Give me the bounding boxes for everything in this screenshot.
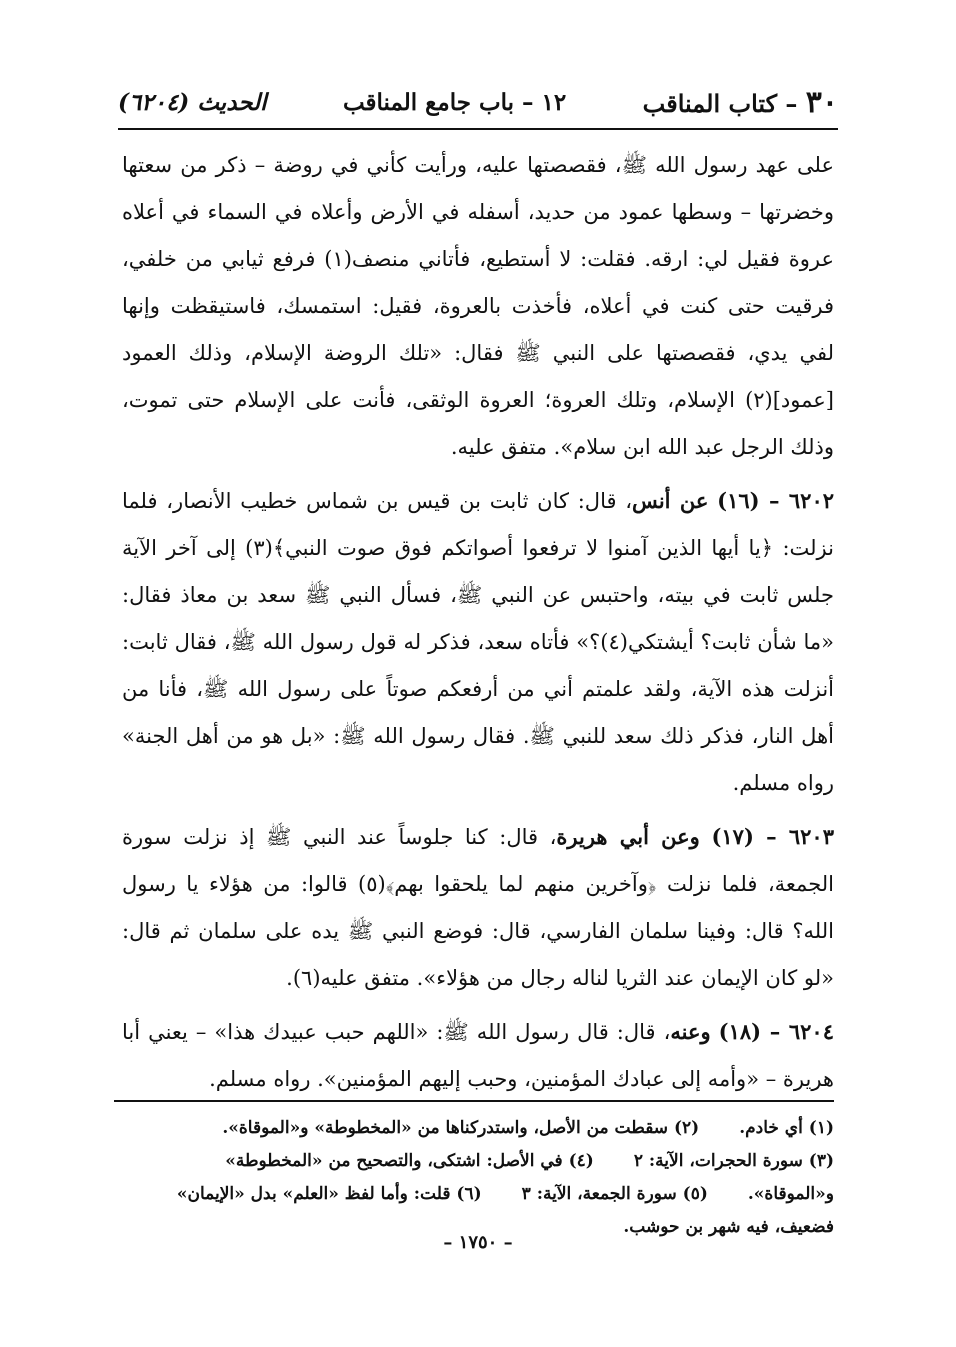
footnote-row: [122, 1178, 834, 1211]
footnote-row: [122, 1145, 834, 1178]
footnote-divider: [114, 1100, 834, 1102]
footnote: (٤) في الأصل: اشتكى، والتصحيح من «المخطوطة»: [225, 1151, 594, 1171]
footnote: فضعيف، فيه شهر بن حوشب.: [623, 1217, 834, 1237]
paragraph-continuation: [122, 142, 834, 471]
header-divider: [118, 128, 838, 130]
chapter-number: ٣٠: [805, 84, 838, 120]
chapter-title: – كتاب المناقب: [642, 88, 798, 118]
footnote: (٥) سورة الجمعة، الآية: ٣: [521, 1184, 708, 1204]
running-header: [118, 80, 838, 124]
footnote: (٣) سورة الحجرات، الآية: ٢: [633, 1151, 834, 1171]
hadith-range: الحديث (٦٢٠٤): [118, 88, 267, 116]
section-title: ١٢ – باب جامع المناقب: [342, 88, 567, 116]
paragraph-text: ، قال: كان ثابت بن قيس بن شماس خطيب الأنصار، فلما نزلت: ﴿يا أيها الذين آمنوا لا ترفعوا أصواتكم فوق صوت النبي﴾(٣) إلى آخر الآية جلس ثابت في بيته، واحتبس عن النبي ﷺ، فسأل النبي ﷺ سعد بن معاذ فقال: «ما شأن ثابت؟ أيشتكي(٤)؟» فأتاه سعد، فذكر له قول رسول الله ﷺ، فقال ثابت: أنزلت هذه الآية، ولقد علمتم أني من أرفعكم صوتاً على رسول الله ﷺ، فأنا من أهل النار، فذكر ذلك سعد للنبي ﷺ. فقال رسول الله ﷺ: «بل هو من أهل الجنة» رواه مسلم.: [122, 489, 834, 795]
footnotes: [122, 1112, 834, 1244]
header-chapter: [643, 85, 838, 120]
hadith-narrator: وعن أبي هريرة: [556, 824, 700, 849]
hadith-narrator: وعنه: [670, 1019, 711, 1044]
page-number: – ١٧٥٠ –: [443, 1232, 513, 1253]
footnote: (١) أي خادم.: [739, 1118, 834, 1138]
hadith-number: ٦٢٠٢ – (١٦): [717, 488, 835, 513]
footnote: (٢) سقطت من الأصل، واستدركناها من «المخطوطة» و«الموقاة».: [222, 1118, 700, 1138]
paragraph-text: ، قال: قال رسول الله ﷺ: «اللهم حبب عبيدك هذا» – يعني أبا هريرة – «وأمه إلى عبادك المؤمنين، وحبب إليهم المؤمنين». رواه مسلم.: [122, 1020, 834, 1091]
paragraph-text: ، قال: كنا جلوساً عند النبي ﷺ إذ نزلت سورة الجمعة، فلما نزلت ﴿وآخرين منهم لما يلحقوا بهم﴾(٥) قالوا: من هؤلاء يا رسول الله؟ قال: وفينا سلمان الفارسي، قال: فوضع النبي ﷺ يده على سلمان ثم قال: «لو كان الإيمان عند الثريا لناله رجال من هؤلاء». متفق عليه(٦).: [122, 825, 834, 990]
footnote-row: [122, 1112, 834, 1145]
paragraph-text: على عهد رسول الله ﷺ، فقصصتها عليه، ورأيت كأني في روضة – ذكر من سعتها وخضرتها – وسطها عمود من حديد، أسفله في الأرض وأعلاه في السماء في أعلاه عروة فقيل لي: ارقه. فقلت: لا أستطيع، فأتاني منصف(١) فرفع ثيابي من خلفي، فرقيت حتى كنت في أعلاه، فأخذت بالعروة، فقيل: استمسك، فاستيقظت وإنها لفي يدي، فقصصتها على النبي ﷺ فقال: «تلك الروضة الإسلام، وذلك العمود [عمود](٢) الإسلام، وتلك العروة؛ العروة الوثقى، فأنت على الإسلام حتى تموت، وذلك الرجل عبد الله ابن سلام». متفق عليه.: [122, 153, 834, 459]
footnote: و«الموقاة».: [747, 1184, 834, 1204]
hadith-paragraph: [122, 813, 834, 1002]
hadith-number: ٦٢٠٤ – (١٨): [718, 1019, 834, 1044]
hadith-number: ٦٢٠٣ – (١٧): [711, 824, 834, 849]
hadith-paragraph: [122, 477, 834, 807]
footnote: (٦) قلت: وأما لفظ «العلم» بدل «الإيمان»: [176, 1184, 482, 1204]
hadith-narrator: عن أنس: [632, 488, 709, 513]
hadith-paragraph: [122, 1008, 834, 1103]
main-text: [122, 142, 834, 1103]
